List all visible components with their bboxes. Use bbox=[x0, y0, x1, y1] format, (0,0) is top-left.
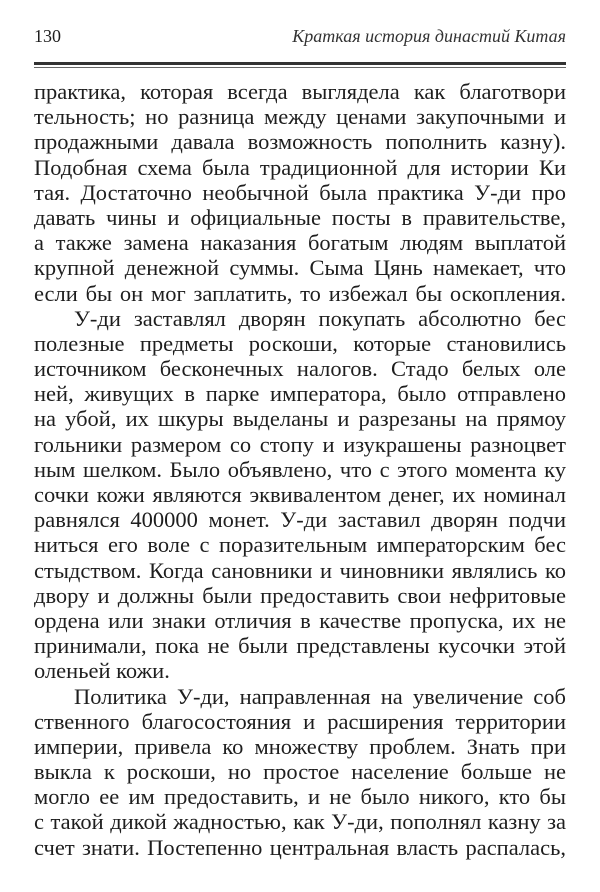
text-line: выкла к роскоши, но простое население больше не bbox=[34, 759, 566, 785]
text-line: сочки кожи являются эквивалентом денег, их номинал bbox=[34, 482, 566, 507]
text-line: счет знати. Постепенно центральная власть распалась, bbox=[34, 834, 566, 860]
text-line: а также замена наказания богатым людям выплатой bbox=[34, 230, 566, 256]
text-line: давать чины и официальные посты в правительстве, bbox=[34, 204, 566, 230]
text-line: ственного благосостояния и расширения территории bbox=[34, 708, 566, 734]
paragraph bbox=[34, 306, 566, 684]
text-line: если бы он мог заплатить, то избежал бы оскопления. bbox=[34, 280, 566, 306]
text-line: ней, живущих в парке императора, было отправлено bbox=[34, 381, 566, 407]
text-line: У-ди заставлял дворян покупать абсолютно бес bbox=[74, 305, 566, 331]
page-number: 130 bbox=[34, 26, 61, 46]
text-line: могло ее им предоставить, и не было никого, кто бы bbox=[34, 784, 566, 810]
text-line: империи, привела ко множеству проблем. Знать при bbox=[34, 733, 566, 759]
text-line: крупной денежной суммы. Сыма Цянь намекает, что bbox=[34, 255, 566, 281]
paragraph bbox=[34, 684, 566, 860]
text-line: оленьей кожи. bbox=[34, 658, 170, 684]
text-line: тельность; но разница между ценами закупочными и bbox=[34, 104, 566, 130]
running-title: Краткая история династий Китая bbox=[292, 26, 566, 46]
text-line: практика, которая всегда выглядела как благотвори bbox=[34, 79, 566, 104]
text-line: источником бесконечных налогов. Стадо белых оле bbox=[34, 356, 566, 382]
text-line: Подобная схема была традиционной для истории Ки bbox=[34, 154, 566, 180]
text-line: на убой, их шкуры выделаны и разрезаны на прямоу bbox=[34, 406, 566, 432]
text-line: ниться его воле с поразительным императорским бес bbox=[34, 532, 566, 558]
paragraph bbox=[34, 79, 566, 306]
page-header bbox=[34, 26, 566, 50]
text-line: стыдством. Когда сановники и чиновники являлись ко bbox=[34, 557, 566, 583]
text-line: тая. Достаточно необычной была практика У-ди про bbox=[34, 179, 566, 205]
text-line: гольники размером со стопу и изукрашены разноцвет bbox=[34, 431, 566, 457]
header-rule bbox=[34, 62, 566, 65]
text-line: двору и должны были предоставить свои нефритовые bbox=[34, 582, 566, 608]
text-line: продажными давала возможность пополнить казну). bbox=[34, 129, 566, 155]
header-rule-thin bbox=[34, 67, 566, 68]
text-line: полезные предметы роскоши, которые становились bbox=[34, 330, 566, 356]
text-line: Политика У-ди, направленная на увеличение соб bbox=[74, 683, 566, 709]
text-line: ордена или знаки отличия в качестве пропуска, их не bbox=[34, 607, 566, 633]
text-line: ным шелком. Было объявлено, что с этого момента ку bbox=[34, 456, 566, 482]
body-text bbox=[34, 79, 566, 860]
text-line: равнялся 400000 монет. У-ди заставил дворян подчи bbox=[34, 507, 566, 533]
text-line: с такой дикой жадностью, как У-ди, пополнял казну за bbox=[34, 809, 566, 835]
text-line: принимали, пока не были представлены кусочки этой bbox=[34, 633, 566, 659]
